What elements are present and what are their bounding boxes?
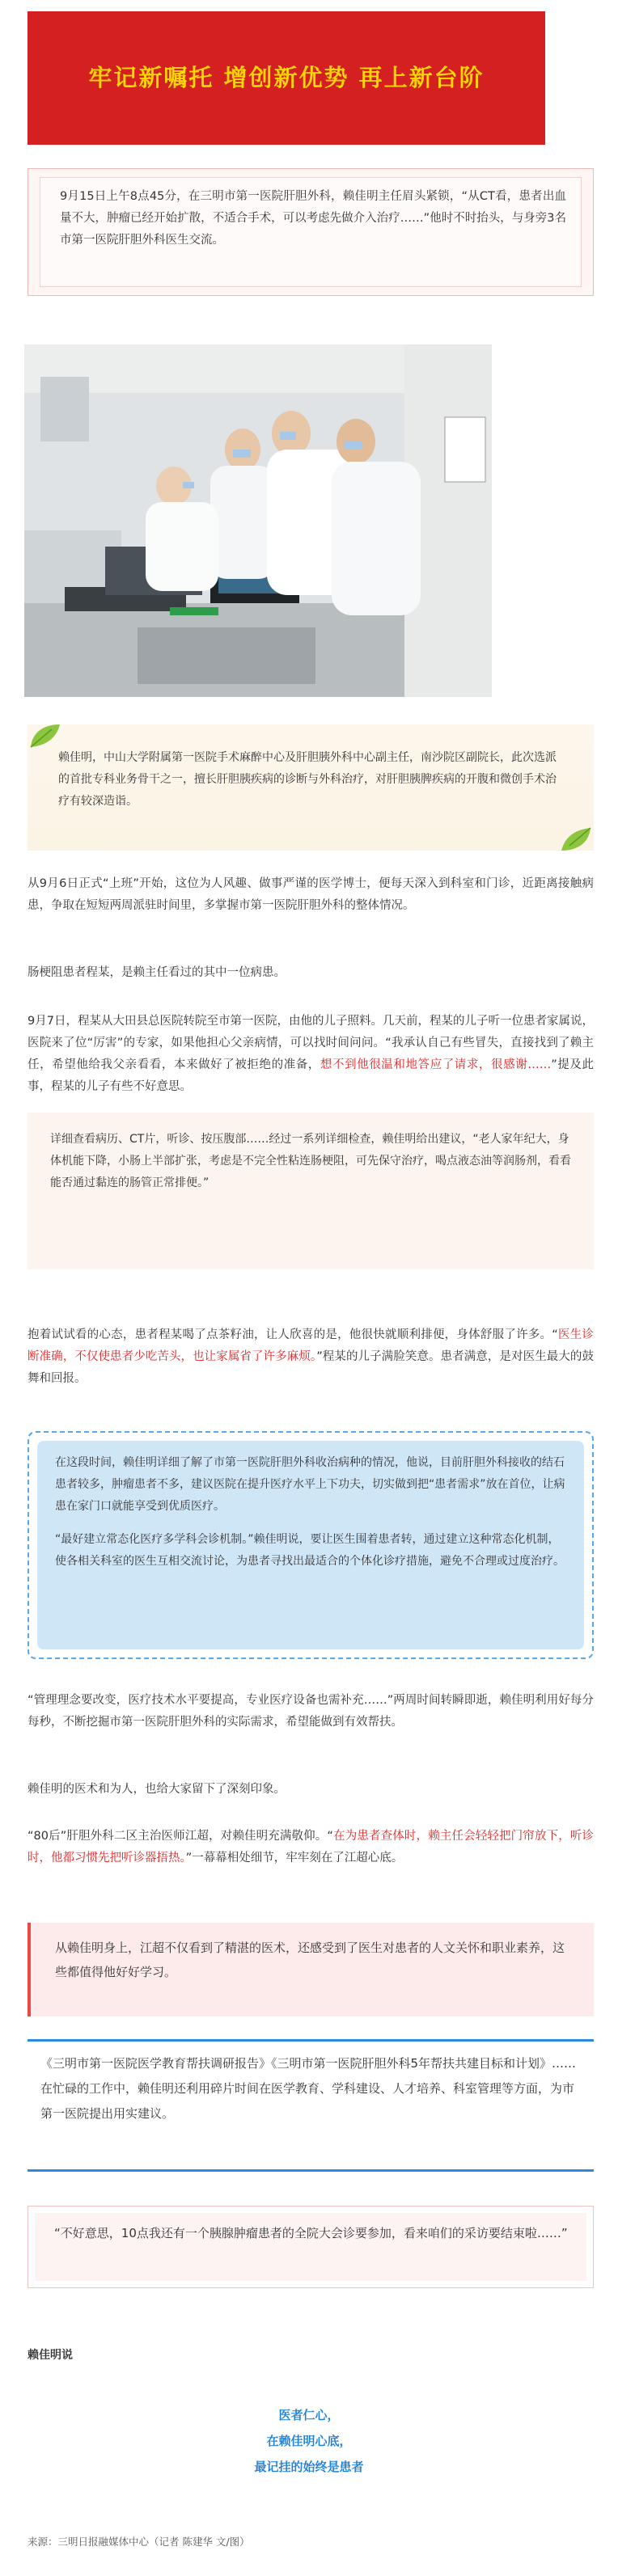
pink-text: 从赖佳明身上，江超不仅看到了精湛的医术，还感受到了医生对患者的人文关怀和职业素养，这些都值得他好好学习。: [55, 1940, 565, 1979]
source-footer: 来源：三明日报融媒体中心（记者 陈建华 文/图）: [28, 2536, 250, 2548]
pink-box: [28, 1923, 594, 2016]
article-photo: [24, 344, 492, 697]
blue-inner: [37, 1441, 584, 1649]
paragraph: 赖佳明的医术和为人，也给大家留下了深刻印象。: [28, 1783, 286, 1796]
paragraph: 从9月6日正式“上班”开始，这位为人风趣、做事严谨的医学博士，便每天深入到科室和门诊，近距离接触病患，争取在短短两周派驻时间里，多掌握市第一医院肝胆外科的整体情况。: [28, 877, 594, 912]
paragraph: 肠梗阻患者程某，是赖主任看过的其中一位病患。: [28, 966, 286, 979]
quote-box: [28, 2206, 594, 2288]
title-banner: [28, 11, 545, 145]
motto-line: 最记挂的始终是患者: [254, 2460, 364, 2474]
blue-text-2: “最好建立常态化医疗多学科会诊机制。”赖佳明说，要让医生围着患者转，通过建立这种常态化机制，使各相关科室的医生互相交流讨论，为患者寻找出最适合的个体化诊疗措施，避免不合理或过度治疗。: [55, 1533, 565, 1568]
highlight: 在为患者查体时，赖主任会轻轻把门帘放下，听诊时，他都习惯先把听诊器捂热。: [28, 1830, 594, 1864]
page-title: 牢记新嘱托 增创新优势 再上新台阶: [88, 64, 485, 91]
cream-text: 详细查看病历、CT片，听诊、按压腹部……经过一系列详细检查，赖佳明给出建议，“老人家年纪大，身体机能下降，小肠上半部扩张，考虑是不完全性粘连肠梗阻，可先保守治疗，喝点液态油等润肠剂，看看能否通过黏连的肠管正常排便。”: [50, 1133, 571, 1189]
said-label: 赖佳明说: [28, 2349, 73, 2362]
paragraph: “80后”肝胆外科二区主治医师江超，对赖佳明充满敬仰。“在为患者查体时，赖主任会轻轻把门帘放下，听诊时，他都习惯先把听诊器捂热。”一幕幕相处细节，牢牢刻在了江超心底。: [28, 1830, 594, 1864]
bluebar-box: [28, 2039, 594, 2172]
paragraph: 9月7日，程某从大田县总医院转院至市第一医院，由他的儿子照料。几天前，程某的儿子听一位患者家属说，医院来了位“厉害”的专家，如果他担心父亲病情，可以找时间问问。“我承认自己有些冒失，直接找到了赖主任，希望他给我父亲看看，本来做好了被拒绝的准备，想不到他很温和地答应了请求，很感谢……”提及此事，程某的儿子有些不好意思。: [28, 1015, 595, 1093]
paragraph: “管理理念要改变，医疗技术水平要提高，专业医疗设备也需补充……”两周时间转瞬即逝，赖佳明利用好每分每秒，不断挖掘市第一医院肝胆外科的实际需求，希望能做到有效帮扶。: [28, 1694, 594, 1729]
paragraph: 抱着试试看的心态，患者程某喝了点茶籽油，让人欣喜的是，他很快就顺利排便，身体舒服了许多。“医生诊断准确，不仅使患者少吃苦头，也让家属省了许多麻烦。”程某的儿子满脸笑意。患者满意，是对医生最大的鼓舞和回报。: [28, 1328, 595, 1385]
highlight: 想不到他很温和地答应了请求，很感谢……: [320, 1058, 552, 1071]
blue-dashed-box: [28, 1431, 594, 1659]
lead-inner: [40, 177, 582, 287]
lead-box: [28, 168, 594, 296]
motto-line: 在赖佳明心底，: [266, 2434, 352, 2448]
intro-text: 赖佳明，中山大学附属第一医院手术麻醉中心及肝胆胰外科中心副主任，南沙院区副院长，此次选派的首批专科业务骨干之一，擅长肝胆胰疾病的诊断与外科治疗，对肝胆胰脾疾病的开腹和微创手术治疗有较深造诣。: [58, 751, 557, 808]
motto-line: 医者仁心，: [278, 2408, 340, 2422]
blue-text-1: 在这段时间，赖佳明详细了解了市第一医院肝胆外科收治病种的情况，他说，目前肝胆外科接收的结石患者较多，肿瘤患者不多，建议医院在提升医疗水平上下功夫，切实做到把“患者需求”放在首位，让病患在家门口就能享受到优质医疗。: [55, 1456, 565, 1513]
leaf-icon: [557, 823, 594, 855]
intro-box: [28, 724, 594, 851]
highlight: 医生诊断准确，不仅使患者少吃苦头，也让家属省了许多麻烦。: [28, 1328, 594, 1363]
cream-box: [28, 1113, 594, 1269]
quote-text: “不好意思，10点我还有一个胰腺肿瘤患者的全院大会诊要参加，看来咱们的采访要结束啦……”: [54, 2226, 568, 2240]
lead-text: 9月15日上午8点45分，在三明市第一医院肝胆外科，赖佳明主任眉头紧锁，“从CT看，患者出血量不大，肿瘤已经开始扩散，不适合手术，可以考虑先做介入治疗……”他时不时抬头，与身旁3名市第一医院肝胆外科医生交流。: [60, 190, 566, 247]
bluebar-text: 《三明市第一医院医学教育帮扶调研报告》《三明市第一医院肝胆外科5年帮扶共建目标和计划》……在忙碌的工作中，赖佳明还利用碎片时间在医学教育、学科建设、人才培养、科室管理等方面，为市第一医院提出用实建议。: [40, 2056, 577, 2121]
